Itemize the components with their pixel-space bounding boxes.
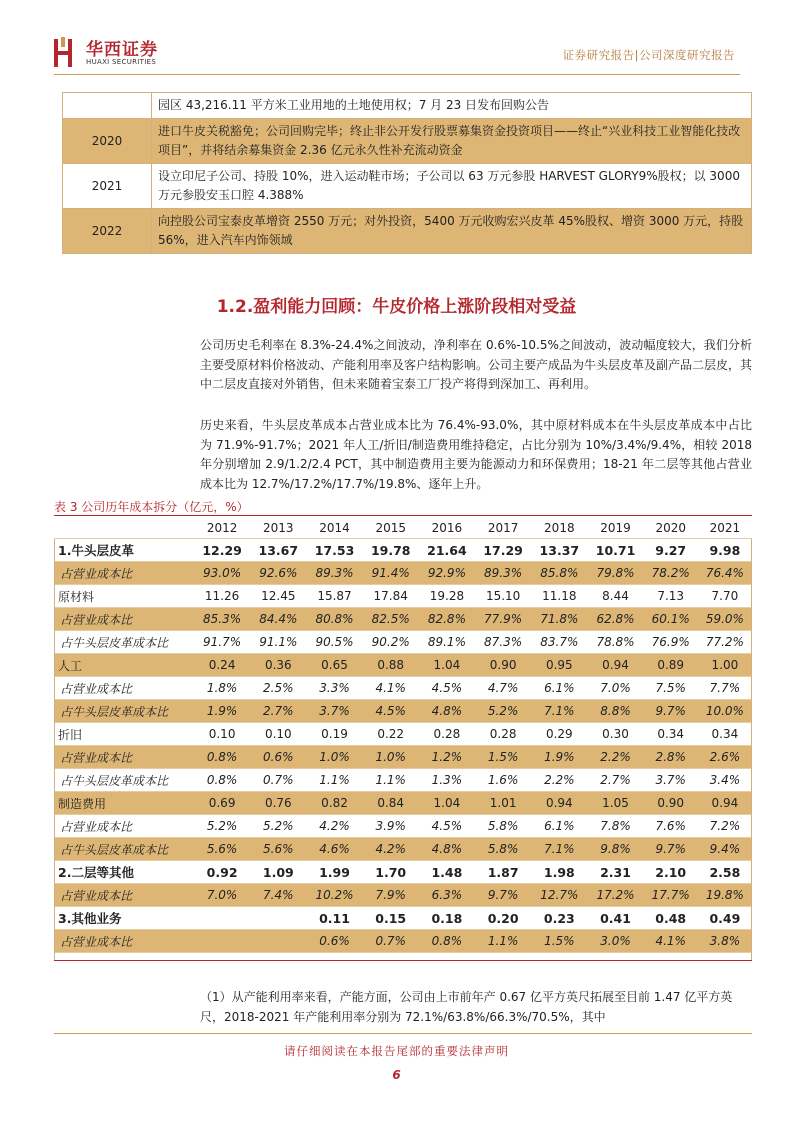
cell-value: 92.6% (250, 562, 306, 585)
cell-value: 0.89 (644, 654, 698, 677)
history-text: 向控股公司宝泰皮革增资 2550 万元；对外投资，5400 万元收购宏兴皮革 45%股权、增资 3000 万元，持股56%，进入汽车内饰领域 (152, 209, 752, 254)
row-label: 占牛头层皮革成本比 (54, 838, 194, 861)
history-row (63, 164, 752, 209)
cell-value: 0.28 (419, 723, 475, 746)
table-row (54, 815, 752, 838)
history-row (63, 93, 752, 119)
cell-value: 2.8% (644, 746, 698, 769)
table-row (54, 930, 752, 953)
paragraph-capacity (200, 988, 752, 1027)
legal-disclaimer: 请仔细阅读在本报告尾部的重要法律声明 (284, 1044, 509, 1058)
section-title: 1.2.盈利能力回顾：牛皮价格上涨阶段相对受益 (216, 297, 577, 317)
paragraph-text: 历史来看，牛头层皮革成本占营业成本比为 76.4%-93.0%，其中原材料成本在牛头层皮革成本中占比为 71.9%-91.7%；2021 年人工/折旧/制造费用维持稳定，占比分别为 10%/3.4%/9.4%，相较 2018 年分别增加 2.9/1.2/2.4 PCT，其中制造费用主要为能源动力和环保费用；18-21 年二层等其他占营业成本比为 12.7%/17.2%/17.7%/19.8%、逐年上升。 (200, 418, 752, 491)
cell-value: 0.19 (306, 723, 362, 746)
table-caption: 表 3 公司历年成本拆分（亿元，%） (54, 500, 249, 514)
cell-value: 0.7% (250, 769, 306, 792)
cell-value: 82.8% (419, 608, 475, 631)
cell-value: 4.5% (419, 815, 475, 838)
cell-value: 5.8% (475, 838, 531, 861)
cell-value: 1.9% (194, 700, 250, 723)
footer-divider (54, 1033, 752, 1034)
cell-value: 0.8% (194, 746, 250, 769)
row-label: 人工 (54, 654, 194, 677)
cell-value: 1.0% (363, 746, 419, 769)
page-number: 6 (392, 1068, 401, 1082)
table-row (54, 884, 752, 907)
cell-value: 4.8% (419, 700, 475, 723)
cell-value: 1.0% (306, 746, 362, 769)
cell-value: 0.34 (644, 723, 698, 746)
table-row (54, 907, 752, 930)
cell-value: 71.8% (531, 608, 587, 631)
row-label: 占营业成本比 (54, 884, 194, 907)
cell-value: 3.7% (644, 769, 698, 792)
table-top-rule (54, 515, 752, 516)
cell-value: 89.3% (475, 562, 531, 585)
cell-value: 0.92 (194, 861, 250, 884)
cell-value: 4.2% (306, 815, 362, 838)
row-label: 1.牛头层皮革 (54, 539, 194, 562)
cell-value: 3.7% (306, 700, 362, 723)
cell-value: 7.8% (587, 815, 643, 838)
cell-value: 0.6% (306, 930, 362, 953)
cell-value: 0.90 (475, 654, 531, 677)
cell-value: 1.87 (475, 861, 531, 884)
cell-value: 5.8% (475, 815, 531, 838)
table-row (54, 585, 752, 608)
cell-value: 5.2% (475, 700, 531, 723)
table-row (54, 608, 752, 631)
row-label: 占营业成本比 (54, 815, 194, 838)
cell-value: 2.7% (587, 769, 643, 792)
header-blank (54, 517, 194, 539)
cell-value: 4.8% (419, 838, 475, 861)
report-type: 证券研究报告|公司深度研究报告 (562, 48, 735, 62)
row-label: 原材料 (54, 585, 194, 608)
cell-value: 0.29 (531, 723, 587, 746)
cell-value: 80.8% (306, 608, 362, 631)
cell-value: 17.2% (587, 884, 643, 907)
cell-value: 12.45 (250, 585, 306, 608)
row-label: 制造费用 (54, 792, 194, 815)
cell-value: 1.1% (475, 930, 531, 953)
cell-value: 0.36 (250, 654, 306, 677)
cell-value: 78.2% (644, 562, 698, 585)
cell-value: 1.1% (363, 769, 419, 792)
cell-value: 1.09 (250, 861, 306, 884)
paragraph-margin (200, 336, 752, 395)
cell-value: 4.1% (363, 677, 419, 700)
cell-value: 7.0% (587, 677, 643, 700)
cell-value: 9.7% (644, 700, 698, 723)
cell-value: 87.3% (475, 631, 531, 654)
history-text: 设立印尼子公司、持股 10%，进入运动鞋市场；子公司以 63 万元参股 HARVEST GLORY9%股权；以 3000 万元参股安玉口腔 4.388% (152, 164, 752, 209)
cell-value: 3.3% (306, 677, 362, 700)
huaxi-logo-icon (54, 37, 74, 69)
cell-value: 2.2% (587, 746, 643, 769)
cell-value: 4.5% (419, 677, 475, 700)
cell-value: 15.87 (306, 585, 362, 608)
row-label: 占营业成本比 (54, 677, 194, 700)
cell-value: 0.88 (363, 654, 419, 677)
cell-value: 85.3% (194, 608, 250, 631)
cell-value: 91.7% (194, 631, 250, 654)
cell-value: 59.0% (698, 608, 752, 631)
history-year: 2021 (63, 164, 152, 209)
cell-value: 0.28 (475, 723, 531, 746)
cell-value: 1.8% (194, 677, 250, 700)
cell-value: 9.98 (698, 539, 752, 562)
row-label: 占营业成本比 (54, 608, 194, 631)
row-label: 占营业成本比 (54, 562, 194, 585)
cell-value: 6.1% (531, 677, 587, 700)
table-right-border (751, 539, 752, 960)
cell-value: 9.4% (698, 838, 752, 861)
cell-value: 85.8% (531, 562, 587, 585)
cell-value: 21.64 (419, 539, 475, 562)
cell-value: 9.8% (587, 838, 643, 861)
cell-value: 10.0% (698, 700, 752, 723)
year-header: 2018 (531, 517, 587, 539)
cell-value: 10.71 (587, 539, 643, 562)
cell-value: 7.1% (531, 838, 587, 861)
cell-value: 0.24 (194, 654, 250, 677)
table-header-row (54, 517, 752, 539)
cell-value: 0.7% (363, 930, 419, 953)
cell-value: 2.7% (250, 700, 306, 723)
cell-value: 19.8% (698, 884, 752, 907)
cell-value: 11.26 (194, 585, 250, 608)
cell-value: 2.2% (531, 769, 587, 792)
cell-value: 9.27 (644, 539, 698, 562)
cell-value: 1.5% (475, 746, 531, 769)
cell-value: 0.30 (587, 723, 643, 746)
cell-value: 10.2% (306, 884, 362, 907)
cell-value: 1.00 (698, 654, 752, 677)
table-bottom-rule (54, 960, 752, 961)
year-header: 2017 (475, 517, 531, 539)
logo-text-en: HUAXI SECURITIES (86, 58, 157, 66)
cell-value: 17.7% (644, 884, 698, 907)
cell-value: 7.9% (363, 884, 419, 907)
table-row (54, 723, 752, 746)
cell-value: 0.34 (698, 723, 752, 746)
cell-value: 5.6% (250, 838, 306, 861)
cell-value: 7.1% (531, 700, 587, 723)
cell-value: 5.6% (194, 838, 250, 861)
cell-value: 0.41 (587, 907, 643, 930)
cell-value: 0.90 (644, 792, 698, 815)
cell-value: 12.7% (531, 884, 587, 907)
cell-value: 7.7% (698, 677, 752, 700)
table-row (54, 769, 752, 792)
table-row (54, 631, 752, 654)
cell-value: 7.70 (698, 585, 752, 608)
row-label: 占牛头层皮革成本比 (54, 631, 194, 654)
cell-value: 1.2% (419, 746, 475, 769)
cell-value: 5.2% (194, 815, 250, 838)
cell-value: 4.2% (363, 838, 419, 861)
cell-value: 13.37 (531, 539, 587, 562)
table-left-border (54, 539, 55, 960)
cell-value: 78.8% (587, 631, 643, 654)
row-label: 占营业成本比 (54, 930, 194, 953)
year-header: 2014 (306, 517, 362, 539)
year-header: 2012 (194, 517, 250, 539)
cell-value: 0.82 (306, 792, 362, 815)
year-header: 2021 (698, 517, 752, 539)
cell-value: 2.58 (698, 861, 752, 884)
cost-breakdown-table (54, 517, 752, 953)
cell-value: 6.3% (419, 884, 475, 907)
table-row (54, 700, 752, 723)
cell-value: 11.18 (531, 585, 587, 608)
cell-value: 7.5% (644, 677, 698, 700)
cell-value: 0.20 (475, 907, 531, 930)
cell-value: 0.10 (250, 723, 306, 746)
cell-value: 2.6% (698, 746, 752, 769)
cell-value: 3.8% (698, 930, 752, 953)
cell-value: 1.70 (363, 861, 419, 884)
cell-value: 0.84 (363, 792, 419, 815)
cell-value: 17.29 (475, 539, 531, 562)
cell-value: 1.1% (306, 769, 362, 792)
cell-value: 90.5% (306, 631, 362, 654)
cell-value: 1.04 (419, 792, 475, 815)
cell-value: 0.49 (698, 907, 752, 930)
cell-value: 77.9% (475, 608, 531, 631)
history-year (63, 93, 152, 119)
cell-value: 7.4% (250, 884, 306, 907)
cell-value: 9.7% (475, 884, 531, 907)
year-header: 2015 (363, 517, 419, 539)
row-label: 占牛头层皮革成本比 (54, 700, 194, 723)
cell-value: 0.8% (194, 769, 250, 792)
cell-value: 1.04 (419, 654, 475, 677)
cell-value: 19.28 (419, 585, 475, 608)
cell-value: 0.94 (698, 792, 752, 815)
company-history-table (62, 92, 752, 254)
cell-value: 0.65 (306, 654, 362, 677)
cell-value: 15.10 (475, 585, 531, 608)
history-year: 2020 (63, 119, 152, 164)
cell-value (194, 907, 250, 930)
cell-value: 79.8% (587, 562, 643, 585)
cell-value: 1.3% (419, 769, 475, 792)
table-row (54, 562, 752, 585)
cell-value: 83.7% (531, 631, 587, 654)
cell-value: 7.2% (698, 815, 752, 838)
cell-value: 3.9% (363, 815, 419, 838)
cell-value: 62.8% (587, 608, 643, 631)
paragraph-text: 公司历史毛利率在 8.3%-24.4%之间波动，净利率在 0.6%-10.5%之间波动，波动幅度较大，我们分析主要受原材料价格波动、产能利用率及客户结构影响。公司主要产成品为牛头层皮革及副产品二层皮，其中二层皮直接对外销售，但未来随着宝泰工厂投产将得到深加工、再利用。 (200, 338, 753, 391)
history-text: 进口牛皮关税豁免；公司回购完毕；终止非公开发行股票募集资金投资项目——终止“兴业科技工业智能化技改项目”，并将结余募集资金 2.36 亿元永久性补充流动资金 (152, 119, 752, 164)
cell-value: 1.99 (306, 861, 362, 884)
cell-value: 0.10 (194, 723, 250, 746)
cell-value: 0.6% (250, 746, 306, 769)
cell-value: 13.67 (250, 539, 306, 562)
history-text: 园区 43,216.11 平方米工业用地的土地使用权；7 月 23 日发布回购公告 (152, 93, 752, 119)
table-row (54, 792, 752, 815)
table-row (54, 861, 752, 884)
cell-value: 8.44 (587, 585, 643, 608)
cell-value: 84.4% (250, 608, 306, 631)
year-header: 2020 (644, 517, 698, 539)
cell-value (194, 930, 250, 953)
logo-text-cn: 华西证券 (86, 40, 158, 60)
cell-value: 82.5% (363, 608, 419, 631)
cell-value: 2.31 (587, 861, 643, 884)
cell-value: 0.48 (644, 907, 698, 930)
cell-value: 76.4% (698, 562, 752, 585)
table-row (54, 539, 752, 562)
table-row (54, 746, 752, 769)
table-row (54, 654, 752, 677)
cell-value: 8.8% (587, 700, 643, 723)
cell-value: 0.94 (587, 654, 643, 677)
paragraph-history (200, 416, 752, 494)
page-header (0, 0, 793, 76)
year-header: 2013 (250, 517, 306, 539)
cell-value: 89.3% (306, 562, 362, 585)
cell-value: 4.7% (475, 677, 531, 700)
history-row (63, 209, 752, 254)
cell-value: 4.6% (306, 838, 362, 861)
cell-value: 93.0% (194, 562, 250, 585)
cell-value: 77.2% (698, 631, 752, 654)
cell-value: 92.9% (419, 562, 475, 585)
cell-value: 5.2% (250, 815, 306, 838)
history-row (63, 119, 752, 164)
cell-value: 90.2% (363, 631, 419, 654)
year-header: 2019 (587, 517, 643, 539)
row-label: 占营业成本比 (54, 746, 194, 769)
cell-value: 17.84 (363, 585, 419, 608)
cell-value: 19.78 (363, 539, 419, 562)
row-label: 2.二层等其他 (54, 861, 194, 884)
table-row (54, 838, 752, 861)
cell-value: 0.95 (531, 654, 587, 677)
cell-value: 7.0% (194, 884, 250, 907)
cell-value: 9.7% (644, 838, 698, 861)
cell-value: 1.6% (475, 769, 531, 792)
paragraph-text: （1）从产能利用率来看，产能方面，公司由上市前年产 0.67 亿平方英尺拓展至目前 1.47 亿平方英尺，2018-2021 年产能利用率分别为 72.1%/63.8%/66.3%/70.5%，其中 (200, 990, 733, 1024)
cell-value: 0.23 (531, 907, 587, 930)
cell-value: 0.76 (250, 792, 306, 815)
cell-value: 0.11 (306, 907, 362, 930)
cell-value: 3.0% (587, 930, 643, 953)
history-year: 2022 (63, 209, 152, 254)
cell-value: 1.48 (419, 861, 475, 884)
cell-value: 1.01 (475, 792, 531, 815)
header-divider (54, 74, 740, 75)
cell-value: 1.9% (531, 746, 587, 769)
cell-value (250, 907, 306, 930)
cell-value: 0.15 (363, 907, 419, 930)
cell-value: 1.05 (587, 792, 643, 815)
table-row (54, 677, 752, 700)
cell-value: 3.4% (698, 769, 752, 792)
year-header: 2016 (419, 517, 475, 539)
cell-value (250, 930, 306, 953)
row-label: 3.其他业务 (54, 907, 194, 930)
cell-value: 12.29 (194, 539, 250, 562)
cell-value: 0.69 (194, 792, 250, 815)
cell-value: 76.9% (644, 631, 698, 654)
cell-value: 1.5% (531, 930, 587, 953)
cell-value: 89.1% (419, 631, 475, 654)
cell-value: 17.53 (306, 539, 362, 562)
cell-value: 6.1% (531, 815, 587, 838)
row-label: 折旧 (54, 723, 194, 746)
cell-value: 7.6% (644, 815, 698, 838)
cell-value: 2.10 (644, 861, 698, 884)
cell-value: 4.1% (644, 930, 698, 953)
cell-value: 91.1% (250, 631, 306, 654)
cell-value: 0.8% (419, 930, 475, 953)
cell-value: 60.1% (644, 608, 698, 631)
cell-value: 0.22 (363, 723, 419, 746)
cell-value: 7.13 (644, 585, 698, 608)
cell-value: 2.5% (250, 677, 306, 700)
cell-value: 4.5% (363, 700, 419, 723)
row-label: 占牛头层皮革成本比 (54, 769, 194, 792)
cell-value: 1.98 (531, 861, 587, 884)
cell-value: 0.94 (531, 792, 587, 815)
cell-value: 0.18 (419, 907, 475, 930)
cell-value: 91.4% (363, 562, 419, 585)
